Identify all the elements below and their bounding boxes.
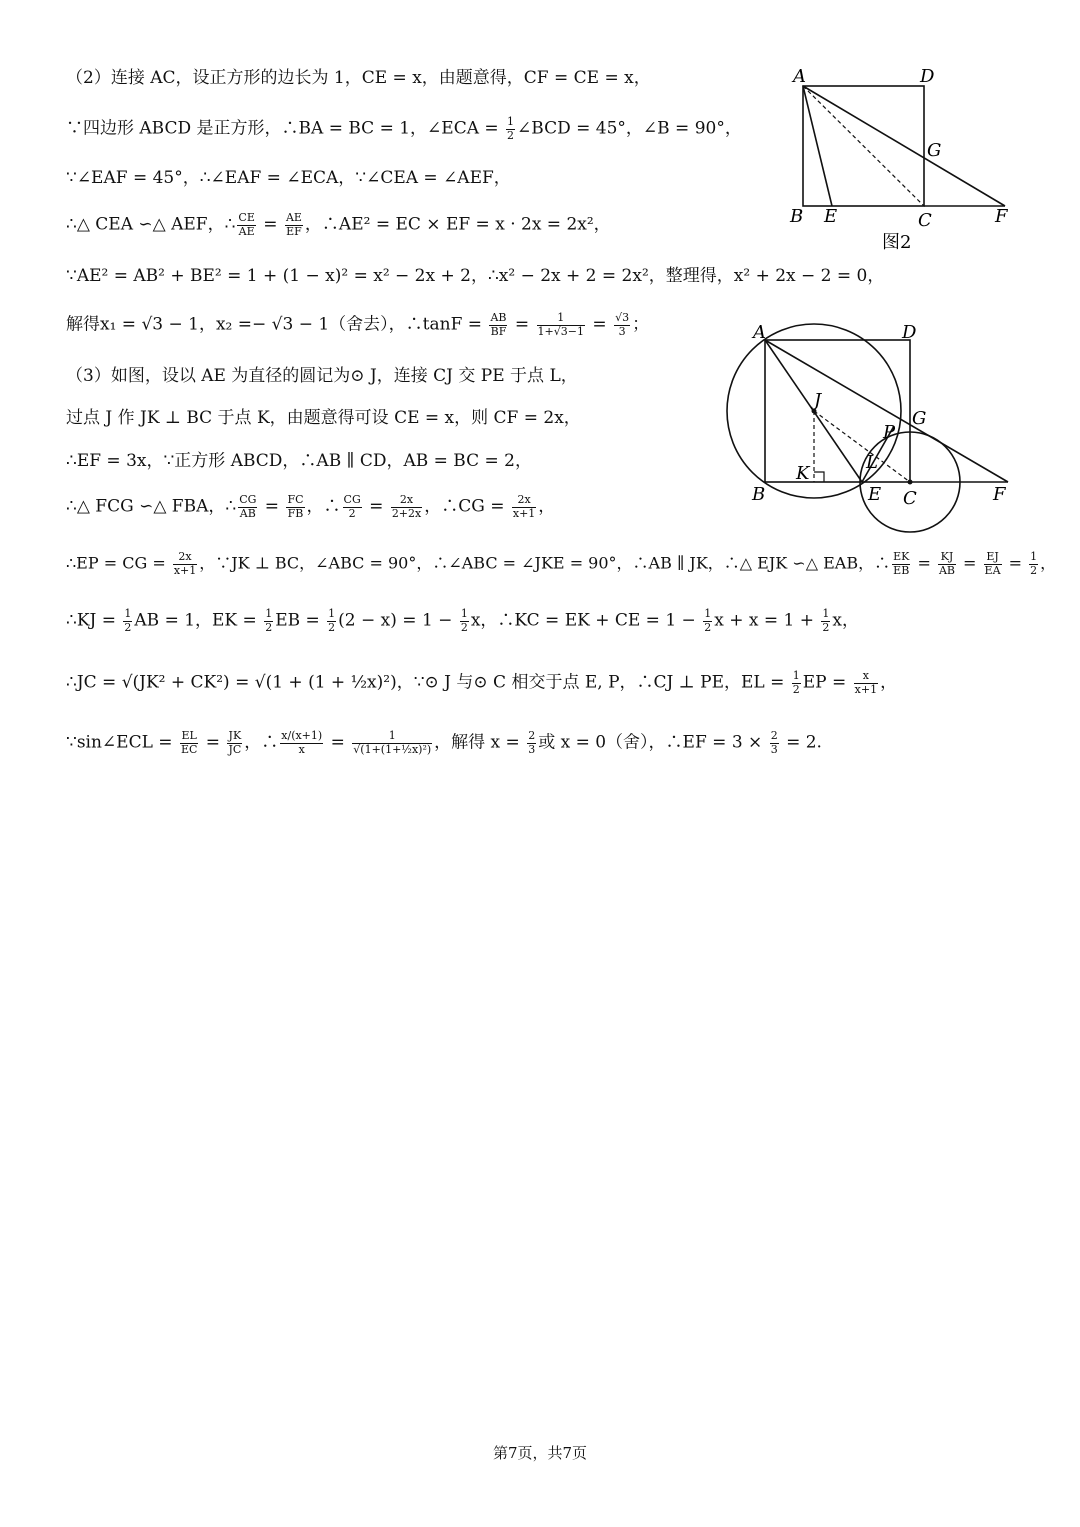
solution-line: ∴△ CEA ∽△ AEF，∴ $\frac{CE}{AE}$ = $\frac{AE}{EF}$ ，∴AE² = EC × EF = x · 2x = 2x²， bbox=[66, 211, 611, 238]
fraction: $\frac{1}{2}$ bbox=[124, 607, 132, 634]
fraction: $\frac{EJ}{EA}$ bbox=[984, 550, 1001, 577]
fraction: $\frac{1}{2}$ bbox=[265, 607, 273, 634]
fraction: $\frac{√3}{3}$ bbox=[615, 311, 630, 338]
segment-jc-dashed bbox=[814, 411, 910, 482]
fraction: $\frac{2}{3}$ bbox=[770, 729, 778, 756]
label-f: F bbox=[995, 206, 1008, 227]
label-e: E bbox=[868, 484, 882, 505]
figure-2-diagram bbox=[775, 58, 1025, 258]
fraction: $\frac{EK}{EB}$ bbox=[893, 550, 910, 577]
label-d: D bbox=[920, 66, 935, 87]
fraction: $\frac{1}{2}$ bbox=[1030, 550, 1038, 577]
page-footer: 第7页，共7页 bbox=[492, 1444, 588, 1462]
fraction: $\frac{KJ}{AB}$ bbox=[938, 550, 955, 577]
label-d: D bbox=[902, 322, 917, 343]
figure-3-diagram bbox=[720, 318, 1020, 568]
label-e: E bbox=[824, 206, 838, 227]
segment-ac-dashed bbox=[803, 86, 924, 206]
label-k: K bbox=[796, 463, 810, 484]
solution-line: （3）如图，设以 AE 为直径的圆记为⊙ J，连接 CJ 交 PE 于点 L， bbox=[66, 366, 578, 386]
fraction: $\frac{1}{2}$ bbox=[792, 669, 800, 696]
fraction: $\frac{EL}{EC}$ bbox=[180, 729, 198, 756]
solution-line: （2）连接 AC，设正方形的边长为 1，CE = x，由题意得，CF = CE = x， bbox=[66, 68, 651, 88]
fraction: $\frac{CG}{AB}$ bbox=[239, 493, 257, 520]
solution-line: ∴△ FCG ∽△ FBA，∴ $\frac{CG}{AB}$ = $\frac{FC}{FB}$ ，∴ $\frac{CG}{2}$ = $\frac{2x}{2+2x}$ ，∴CG = $\frac{2x}{x+1}$ ， bbox=[66, 493, 556, 520]
solution-line: 过点 J 作 JK ⊥ BC 于点 K，由题意得可设 CE = x，则 CF = 2x， bbox=[66, 408, 581, 428]
fraction: $\frac{JK}{JC}$ bbox=[228, 729, 242, 756]
figure-caption: 图2 bbox=[882, 232, 912, 253]
label-l: L bbox=[866, 452, 878, 473]
fraction: $\frac{1}{\text{√(1+(1+½x)²)}}$ bbox=[353, 729, 432, 756]
solution-line: ∴EP = CG = $\frac{2x}{x+1}$ ，∵JK ⊥ BC，∠ABC = 90°，∴∠ABC = ∠JKE = 90°，∴AB ∥ JK，∴△ EJK ∽△ EAB，∴ $\frac{EK}{EB}$ = $\frac{KJ}{AB}$ = $\frac{EJ}{EA}$ = $\frac{1}{2}$ ， bbox=[66, 550, 1057, 577]
fraction: $\frac{1}{2}$ bbox=[328, 607, 336, 634]
right-angle-mark bbox=[814, 472, 824, 482]
solution-line: ∴KJ = $\frac{1}{2}$ AB = 1，EK = $\frac{1}{2}$ EB = $\frac{1}{2}$ (2 − x) = 1 − $\frac{1}{2}$ x，∴KC = EK + CE = 1 − $\frac{1}{2}$ x + x = 1 + $\frac{1}{2}$ x， bbox=[66, 607, 859, 634]
solution-line: ∵AE² = AB² + BE² = 1 + (1 − x)² = x² − 2x + 2，∴x² − 2x + 2 = 2x²，整理得，x² + 2x − 2 = 0， bbox=[66, 266, 885, 286]
fraction: $\frac{1}{2}$ bbox=[460, 607, 468, 634]
segment-ae bbox=[803, 86, 832, 206]
solution-line: 解得x₁ = √3 − 1，x₂ =− √3 − 1（舍去），∴tanF = $\frac{AB}{BF}$ = $\frac{1}{1+√3-1}$ = $\frac{√3}{3}$ ； bbox=[66, 311, 650, 338]
fraction: $\frac{2x}{x+1}$ bbox=[512, 493, 536, 520]
fraction: $\frac{CG}{2}$ bbox=[343, 493, 361, 520]
label-c: C bbox=[918, 210, 932, 231]
solution-line: ∵∠EAF = 45°，∴∠EAF = ∠ECA，∵∠CEA = ∠AEF， bbox=[66, 168, 511, 188]
fraction: $\frac{FC}{FB}$ bbox=[287, 493, 304, 520]
fraction: $\frac{AE}{EF}$ bbox=[285, 211, 302, 238]
fraction: $\frac{AB}{BF}$ bbox=[490, 311, 507, 338]
solution-line: ∴JC = √(JK² + CK²) = √(1 + (1 + ½x)²)，∵⊙ J 与⊙ C 相交于点 E, P，∴CJ ⊥ PE，EL = $\frac{1}{2}$ EP = $\frac{x}{x+1}$ ， bbox=[66, 669, 898, 696]
fraction: $\frac{2x}{x+1}$ bbox=[173, 550, 197, 577]
fraction: $\frac{x}{x+1}$ bbox=[854, 669, 878, 696]
point-c bbox=[908, 480, 913, 485]
fraction: $\frac{1}{2}$ bbox=[507, 115, 515, 142]
label-f: F bbox=[993, 484, 1006, 505]
label-c: C bbox=[903, 488, 917, 509]
label-p: P bbox=[883, 422, 896, 443]
solution-line: ∵sin∠ECL = $\frac{EL}{EC}$ = $\frac{JK}{JC}$ ，∴ $\frac{x/(x+1)}{x}$ = $\frac{1}{\text{√(1+(1+½x)²)}}$ ，解得 x = $\frac{2}{3}$ 或 x = 0（舍），∴EF = 3 × $\frac{2}{3}$ = 2. bbox=[66, 729, 822, 756]
square-abcd bbox=[765, 340, 910, 482]
label-a: A bbox=[793, 66, 806, 87]
label-g: G bbox=[927, 140, 942, 161]
fraction: $\frac{2x}{2+2x}$ bbox=[391, 493, 422, 520]
label-g: G bbox=[912, 408, 927, 429]
label-a: A bbox=[753, 322, 766, 343]
solution-line: ∴EF = 3x，∵正方形 ABCD，∴AB ∥ CD，AB = BC = 2， bbox=[66, 451, 532, 471]
segment-af bbox=[765, 340, 1008, 482]
fraction: $\frac{1}{1+√3-1}$ bbox=[537, 311, 584, 338]
label-j: J bbox=[814, 390, 822, 411]
label-b: B bbox=[752, 484, 766, 505]
solution-line: ∵四边形 ABCD 是正方形，∴BA = BC = 1，∠ECA = $\frac{1}{2}$ ∠BCD = 45°，∠B = 90°， bbox=[66, 115, 742, 142]
fraction: $\frac{1}{2}$ bbox=[822, 607, 830, 634]
fraction: $\frac{2}{3}$ bbox=[528, 729, 536, 756]
fraction: $\frac{CE}{AE}$ bbox=[238, 211, 255, 238]
fraction: $\frac{x/(x+1)}{x}$ bbox=[281, 729, 323, 756]
label-b: B bbox=[790, 206, 804, 227]
fraction: $\frac{1}{2}$ bbox=[704, 607, 712, 634]
segment-af bbox=[803, 86, 1005, 206]
